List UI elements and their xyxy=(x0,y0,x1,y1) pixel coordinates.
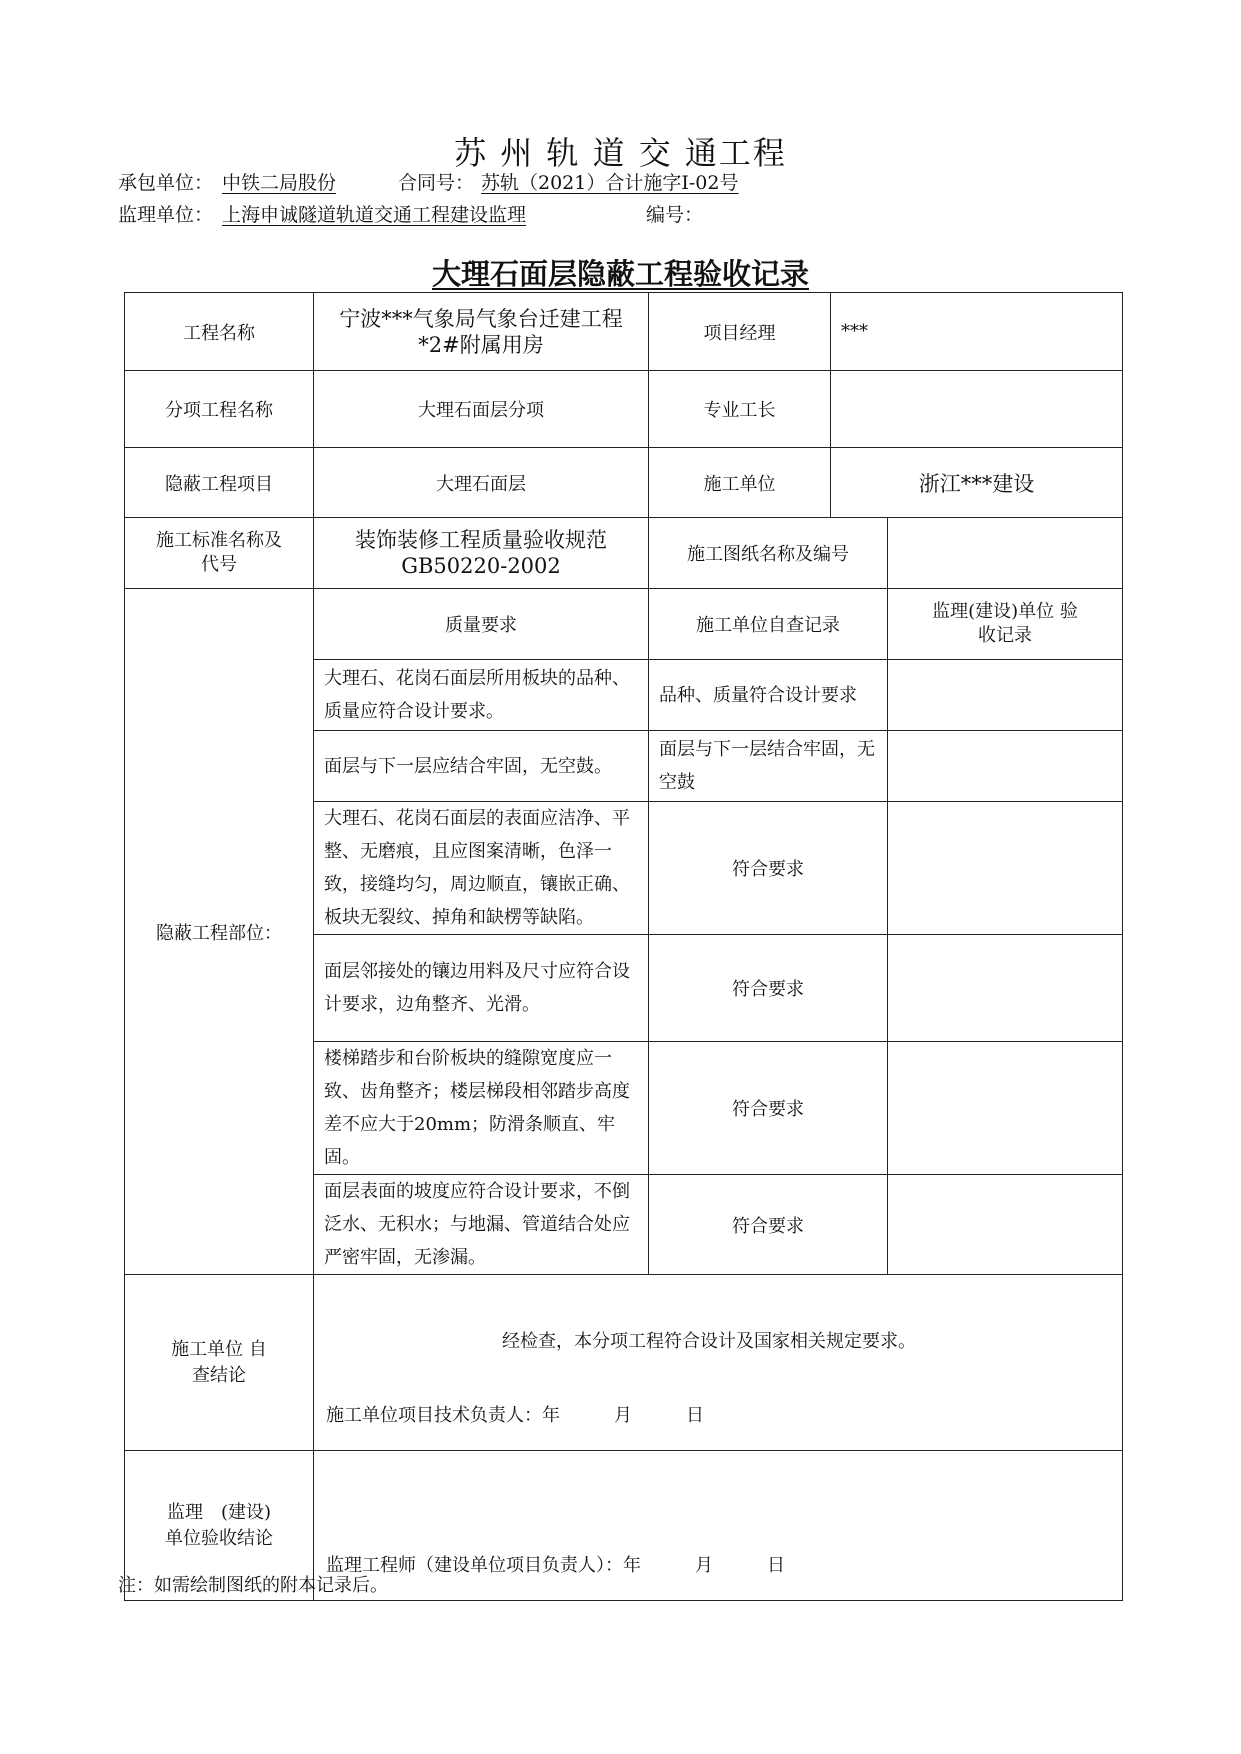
requirement-cell: 面层与下一层应结合牢固，无空鼓。 xyxy=(314,731,649,802)
standard-label: 施工标准名称及代号 xyxy=(125,518,314,589)
self-conclusion-label: 施工单位 自查结论 xyxy=(125,1275,314,1451)
hidden-part-label: 隐蔽工程部位： xyxy=(125,589,314,1275)
requirement-cell: 楼梯踏步和台阶板块的缝隙宽度应一致、齿角整齐；楼层梯段相邻踏步高度差不应大于20mm；防滑条顺直、牢固。 xyxy=(314,1042,649,1175)
supervision-cell xyxy=(888,1042,1123,1175)
supervisor-label: 监理单位： xyxy=(118,204,214,226)
project-name-value: 宁波***气象局气象台迁建工程 *2#附属用房 xyxy=(314,293,649,371)
supervision-cell xyxy=(888,935,1123,1042)
hidden-item-label: 隐蔽工程项目 xyxy=(125,448,314,518)
inspection-table xyxy=(124,292,1123,1601)
pm-label: 项目经理 xyxy=(649,293,831,371)
requirement-cell: 大理石、花岗石面层的表面应洁净、平整、无磨痕，且应图案清晰，色泽一致，接缝均匀，周边顺直，镶嵌正确、板块无裂纹、掉角和缺楞等缺陷。 xyxy=(314,802,649,935)
supervision-cell xyxy=(888,802,1123,935)
project-name-label: 工程名称 xyxy=(125,293,314,371)
serial-label: 编号： xyxy=(646,204,704,226)
self-conclusion-text: 经检查，本分项工程符合设计及国家相关规定要求。 xyxy=(502,1331,916,1352)
self-check-cell: 品种、质量符合设计要求 xyxy=(649,660,888,731)
supervision-conclusion-label: 监理 (建设) 单位验收结论 xyxy=(125,1451,314,1601)
self-check-cell: 符合要求 xyxy=(649,802,888,935)
requirement-cell: 大理石、花岗石面层所用板块的品种、质量应符合设计要求。 xyxy=(314,660,649,731)
requirement-cell: 面层表面的坡度应符合设计要求，不倒泛水、无积水；与地漏、管道结合处应严密牢固，无渗漏。 xyxy=(314,1175,649,1275)
main-title: 苏 州 轨 道 交 通工程 xyxy=(454,134,787,172)
pm-value: *** xyxy=(831,293,1123,371)
supervisor-value: 上海申诚隧道轨道交通工程建设监理 xyxy=(222,204,527,226)
col-quality-header: 质量要求 xyxy=(314,589,649,660)
footnote: 注：如需绘制图纸的附本记录后。 xyxy=(118,1575,388,1596)
contract-no-label: 合同号： xyxy=(398,172,475,194)
self-check-cell: 符合要求 xyxy=(649,1042,888,1175)
self-sign-line: 施工单位项目技术负责人：年 月 日 xyxy=(326,1405,704,1426)
foreman-label: 专业工长 xyxy=(649,371,831,448)
self-check-cell: 符合要求 xyxy=(649,935,888,1042)
contract-no-value: 苏轨（2021）合计施字Ⅰ-02号 xyxy=(481,172,739,194)
document-title: 大理石面层隐蔽工程验收记录 xyxy=(431,257,809,291)
subitem-value: 大理石面层分项 xyxy=(314,371,649,448)
self-check-cell: 面层与下一层结合牢固，无空鼓 xyxy=(649,731,888,802)
self-conclusion-cell xyxy=(314,1275,1123,1451)
standard-value: 装饰装修工程质量验收规范 GB50220-2002 xyxy=(314,518,649,589)
supervision-cell xyxy=(888,1175,1123,1275)
foreman-value xyxy=(831,371,1123,448)
supervision-cell xyxy=(888,731,1123,802)
builder-label: 施工单位 xyxy=(649,448,831,518)
supervision-cell xyxy=(888,660,1123,731)
contractor-label: 承包单位： xyxy=(118,172,214,194)
builder-value: 浙江***建设 xyxy=(831,448,1123,518)
supervision-conclusion-cell xyxy=(314,1451,1123,1601)
hidden-item-value: 大理石面层 xyxy=(314,448,649,518)
col-self-check-header: 施工单位自查记录 xyxy=(649,589,888,660)
supervision-sign-line: 监理工程师（建设单位项目负责人）：年 月 日 xyxy=(326,1555,785,1576)
subitem-label: 分项工程名称 xyxy=(125,371,314,448)
drawing-value xyxy=(888,518,1123,589)
requirement-cell: 面层邻接处的镶边用料及尺寸应符合设计要求，边角整齐、光滑。 xyxy=(314,935,649,1042)
drawing-label: 施工图纸名称及编号 xyxy=(649,518,888,589)
self-check-cell: 符合要求 xyxy=(649,1175,888,1275)
col-supervision-header: 监理(建设)单位 验收记录 xyxy=(888,589,1123,660)
contractor-value: 中铁二局股份 xyxy=(222,172,337,194)
